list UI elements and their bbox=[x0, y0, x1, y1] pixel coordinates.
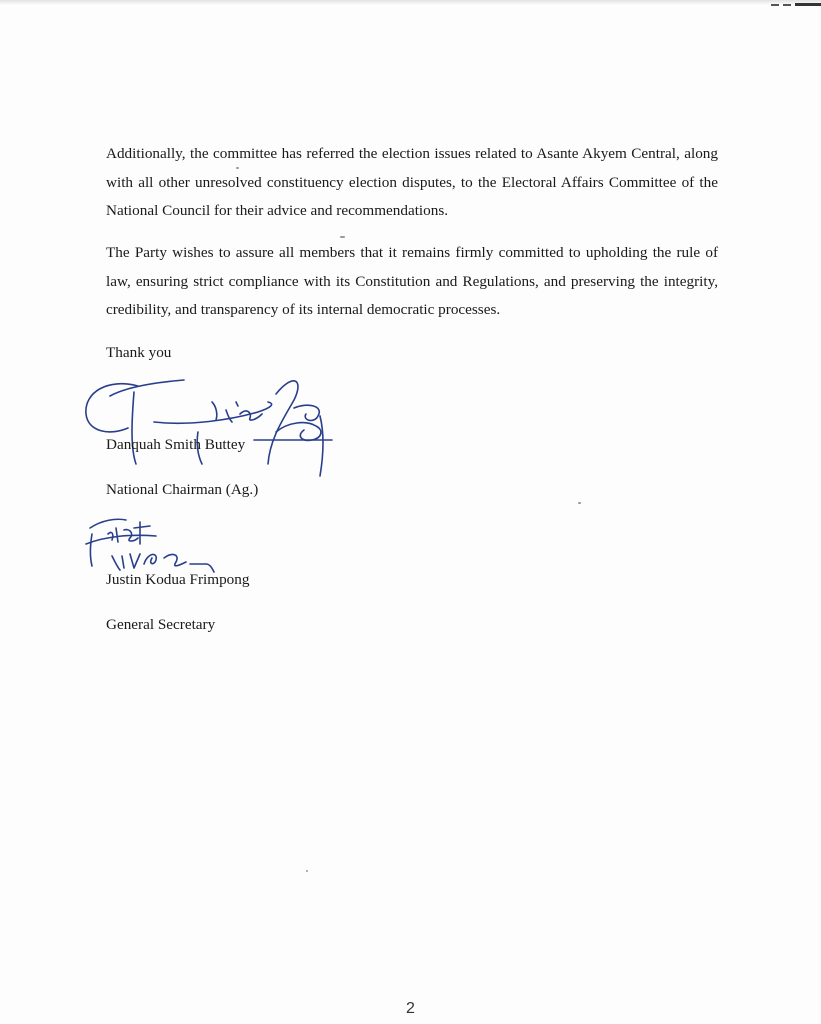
secretary-title: General Secretary bbox=[106, 616, 216, 633]
scan-speck bbox=[578, 502, 581, 504]
scan-speck bbox=[236, 167, 239, 169]
secretary-name: Justin Kodua Frimpong bbox=[106, 571, 250, 588]
scan-corner-mark bbox=[771, 4, 821, 7]
scan-speck bbox=[340, 236, 345, 238]
scan-top-edge bbox=[0, 0, 821, 5]
chairman-title: National Chairman (Ag.) bbox=[106, 481, 259, 498]
page-number: 2 bbox=[406, 1000, 415, 1017]
chairman-name: Danquah Smith Buttey bbox=[106, 436, 246, 453]
scan-speck bbox=[306, 870, 308, 872]
paragraph-referral: Additionally, the committee has referred the election issues related to Asante Akyem Central, along with all other unresolved constituency election disputes, to the Electoral Affairs Committee of the National Council for their advice and recommendations. bbox=[106, 145, 718, 219]
paragraph-commitment: The Party wishes to assure all members that it remains firmly committed to upholding the rule of law, ensuring strict compliance with its Constitution and Regulations, and preserving the integrity, credibility, and transparency of its internal democratic processes. bbox=[106, 244, 718, 318]
closing-thank-you: Thank you bbox=[106, 344, 172, 361]
chairman-signature bbox=[80, 372, 340, 487]
